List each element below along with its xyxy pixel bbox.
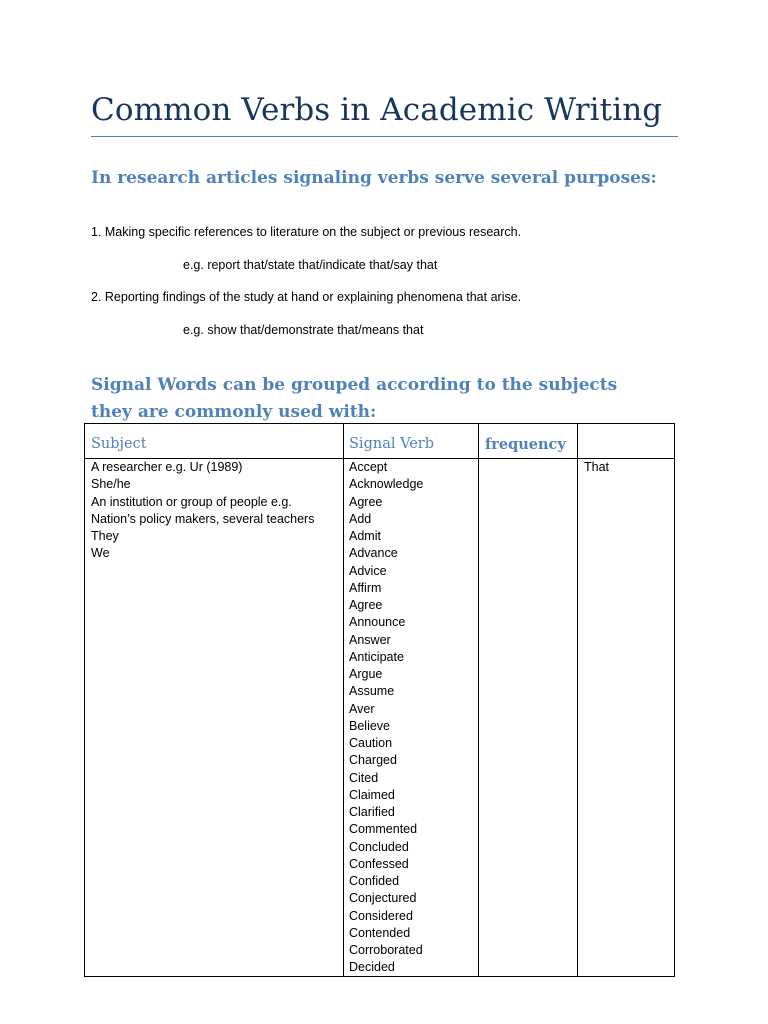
document-title: Common Verbs in Academic Writing	[91, 92, 663, 128]
verb-item: Corroborated	[349, 943, 423, 957]
subject-list	[91, 459, 314, 563]
that-cell: That	[584, 460, 610, 474]
verb-item: Anticipate	[349, 649, 404, 664]
subject-item: A researcher e.g. Ur (1989)	[91, 460, 243, 474]
verb-item: Conjectured	[349, 891, 417, 906]
column-divider	[478, 424, 479, 976]
subject-item: She/he	[91, 477, 131, 492]
verb-item: Concluded	[349, 839, 409, 854]
column-divider	[577, 424, 578, 976]
verb-item: Assume	[349, 684, 395, 699]
verb-list	[349, 459, 423, 977]
verb-item: Cited	[349, 770, 379, 785]
signal-verbs-table	[84, 423, 675, 977]
point-2-example: e.g. show that/demonstrate that/means that	[183, 323, 424, 337]
verb-item: Aver	[349, 701, 375, 716]
verb-item: Admit	[349, 529, 381, 543]
subject-item: Nation’s policy makers, several teachers	[91, 511, 315, 526]
subject-item: They	[91, 529, 119, 543]
verb-item: Advance	[349, 546, 398, 561]
verb-item: Agree	[349, 598, 383, 612]
verb-item: Argue	[349, 667, 383, 681]
title-divider	[91, 136, 678, 137]
verb-item: Contended	[349, 925, 411, 940]
verb-item: Claimed	[349, 787, 395, 802]
purposes-heading: In research articles signaling verbs serve several purposes:	[91, 168, 657, 188]
verb-item: Announce	[349, 615, 406, 630]
point-2-text: 2. Reporting findings of the study at hand or explaining phenomena that arise.	[91, 290, 522, 304]
verb-item: Confessed	[349, 856, 409, 871]
subject-item: An institution or group of people e.g.	[91, 494, 292, 509]
verb-item: Answer	[349, 632, 391, 647]
verb-item: Accept	[349, 460, 388, 474]
verb-item: Caution	[349, 736, 393, 750]
verb-item: Charged	[349, 753, 397, 768]
point-1-example: e.g. report that/state that/indicate that/say that	[183, 258, 438, 272]
verb-item: Commented	[349, 822, 418, 837]
header-frequency: frequency	[485, 436, 566, 453]
point-1-text: 1. Making specific references to literature on the subject or previous research.	[91, 225, 522, 239]
verb-item: Believe	[349, 718, 390, 733]
verb-item: Add	[349, 511, 372, 526]
header-signal-verb: Signal Verb	[349, 436, 435, 452]
subject-item: We	[91, 546, 110, 561]
verb-item: Affirm	[349, 580, 382, 595]
column-divider	[343, 424, 344, 976]
verb-item: Considered	[349, 908, 413, 923]
verb-item: Advice	[349, 563, 387, 578]
verb-item: Decided	[349, 960, 395, 975]
header-subject: Subject	[91, 436, 147, 452]
verb-item: Agree	[349, 494, 383, 509]
grouping-heading: Signal Words can be grouped according to the subjects they are commonly used with:	[91, 375, 618, 422]
verb-item: Acknowledge	[349, 477, 424, 492]
verb-item: Clarified	[349, 805, 395, 819]
verb-item: Confided	[349, 874, 400, 888]
